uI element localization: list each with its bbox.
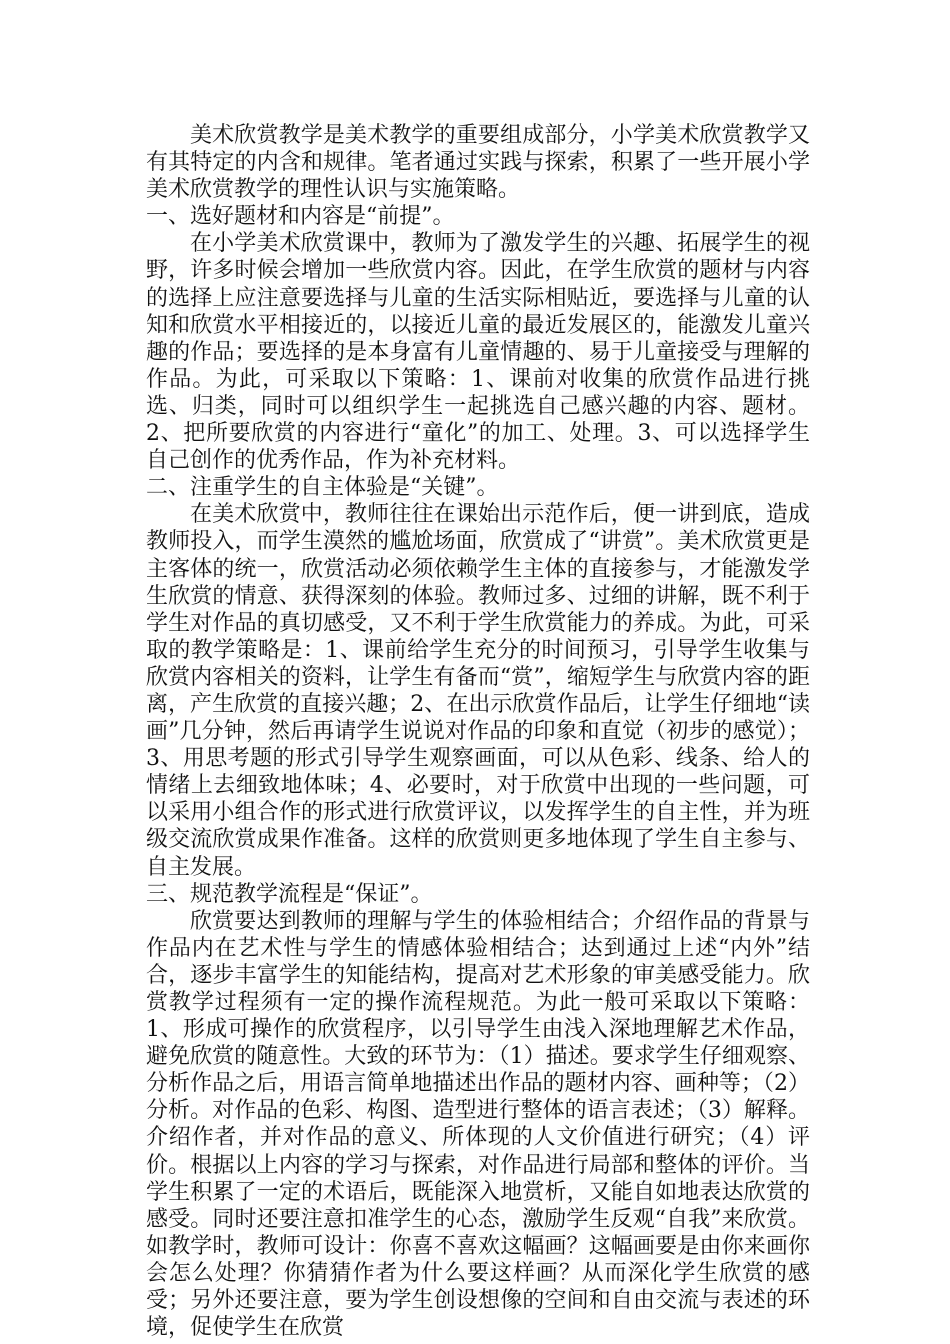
section-heading-3: 三、规范教学流程是“保证”。 bbox=[146, 881, 433, 907]
section-3-paragraph: 欣赏要达到教师的理解与学生的体验相结合；介绍作品的背景与作品内在艺术性与学生的情感体验相结合；达到通过上述“内外”结合，逐步丰富学生的知能结构，提高对艺术形象的审美感受能力。欣赏教学过程须有一定的操作流程规范。为此一般可采取以下策略：1、形成可操作的欣赏程序，以引导学生由浅入深地理解艺术作品，避免欣赏的随意性。大致的环节为：（1）描述。要求学生仔细观察、分析作品之后，用语言简单地描述出作品的题材内容、画种等；（2）分析。对作品的色彩、构图、造型进行整体的语言表述；（3）解释。介绍作者，并对作品的意义、所体现的人文价值进行研究；（4）评价。根据以上内容的学习与探索，对作品进行局部和整体的评价。当学生积累了一定的术语后，既能深入地赏析，又能自如地表达欣赏的感受。同时还要注意扣准学生的心态，激励学生反观“自我”来欣赏。如教学时，教师可设计：你喜不喜欢这幅画？这幅画要是由你来画你会怎么处理？你猜猜作者为什么要这样画？从而深化学生欣赏的感受；另外还要注意，要为学生创设想像的空间和自由交流与表述的环境，促使学生在欣赏 bbox=[146, 908, 810, 1341]
section-heading-1: 一、选好题材和内容是“前提”。 bbox=[146, 204, 455, 230]
intro-paragraph: 美术欣赏教学是美术教学的重要组成部分，小学美术欣赏教学又有其特定的内含和规律。笔者通过实践与探索，积累了一些开展小学美术欣赏教学的理性认识与实施策略。 bbox=[146, 123, 810, 203]
section-2-paragraph: 在美术欣赏中，教师往往在课始出示范作后，便一讲到底，造成教师投入，而学生漠然的尴尬场面，欣赏成了“讲赏”。美术欣赏更是主客体的统一，欣赏活动必须依赖学生主体的直接参与，才能激发学生欣赏的情意、获得深刻的体验。教师过多、过细的讲解，既不利于学生对作品的真切感受，又不利于学生欣赏能力的养成。为此，可采取的教学策略是：1、课前给学生充分的时间预习，引导学生收集与欣赏内容相关的资料，让学生有备而“赏”，缩短学生与欣赏内容的距离，产生欣赏的直接兴趣；2、在出示欣赏作品后，让学生仔细地“读画”几分钟，然后再请学生说说对作品的印象和直觉（初步的感觉）；3、用思考题的形式引导学生观察画面，可以从色彩、线条、给人的情绪上去细致地体味；4、必要时，对于欣赏中出现的一些问题，可以采用小组合作的形式进行欣赏评议，以发挥学生的自主性，并为班级交流欣赏成果作准备。这样的欣赏则更多地体现了学生自主参与、自主发展。 bbox=[146, 502, 810, 880]
section-1-paragraph: 在小学美术欣赏课中，教师为了激发学生的兴趣、拓展学生的视野，许多时候会增加一些欣赏内容。因此，在学生欣赏的题材与内容的选择上应注意要选择与儿童的生活实际相贴近，要选择与儿童的认知和欣赏水平相接近的，以接近儿童的最近发展区的，能激发儿童兴趣的作品；要选择的是本身富有儿童情趣的、易于儿童接受与理解的作品。为此，可采取以下策略：1、课前对收集的欣赏作品进行挑选、归类，同时可以组织学生一起挑选自己感兴趣的内容、题材。2、把所要欣赏的内容进行“童化”的加工、处理。3、可以选择学生自己创作的优秀作品，作为补充材料。 bbox=[146, 231, 810, 474]
document-body bbox=[146, 122, 810, 1341]
section-heading-2: 二、注重学生的自主体验是“关键”。 bbox=[146, 475, 499, 501]
